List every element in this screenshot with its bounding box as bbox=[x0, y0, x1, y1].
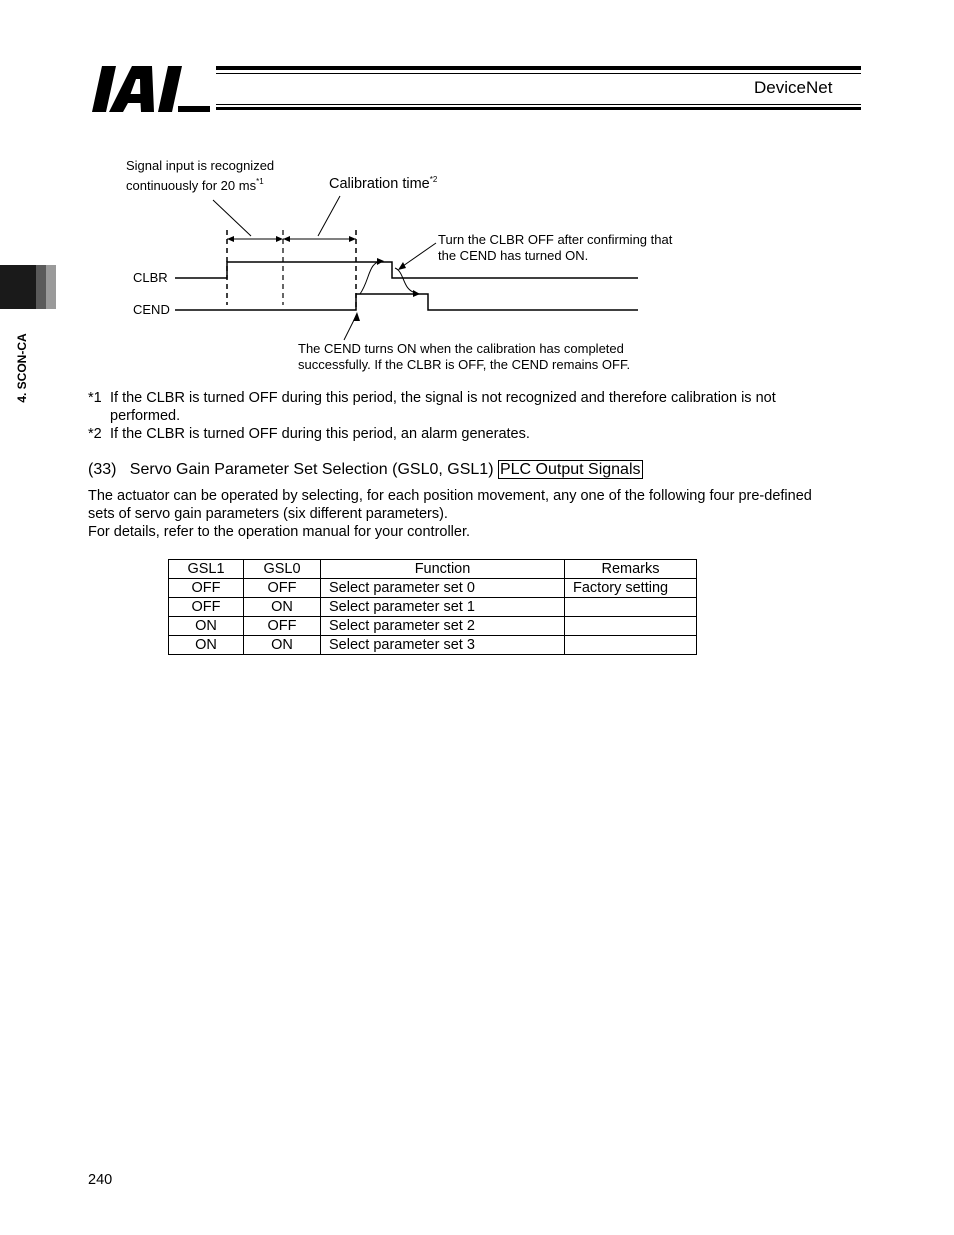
header-remarks: Remarks bbox=[565, 560, 697, 579]
timing-diagram bbox=[120, 150, 720, 380]
iai-logo bbox=[92, 66, 210, 112]
footnote-1 bbox=[88, 389, 776, 407]
signal-label-clbr: CLBR bbox=[133, 270, 168, 285]
side-tab-stripe-light bbox=[46, 265, 56, 309]
header-title: DeviceNet bbox=[754, 78, 833, 97]
section-title: Servo Gain Parameter Set Selection (GSL0, GSL1) bbox=[129, 461, 494, 478]
cell-gsl0: ON bbox=[244, 598, 321, 617]
table-row bbox=[169, 598, 697, 617]
section-tag: PLC Output Signals bbox=[499, 461, 641, 478]
cell-gsl1: ON bbox=[169, 617, 244, 636]
note-signal-input-sup: *1 bbox=[256, 177, 264, 186]
side-tab-block bbox=[0, 265, 36, 309]
header-gsl0: GSL0 bbox=[244, 560, 321, 579]
note-clbr-off-line2: the CEND has turned ON. bbox=[438, 248, 589, 263]
footnote-2 bbox=[88, 425, 530, 443]
cell-function: Select parameter set 1 bbox=[321, 598, 565, 617]
servo-gain-table bbox=[168, 559, 697, 655]
cell-gsl0: OFF bbox=[244, 579, 321, 598]
cell-gsl0: OFF bbox=[244, 617, 321, 636]
calibration-time-label bbox=[329, 172, 437, 192]
cell-function: Select parameter set 0 bbox=[321, 579, 565, 598]
header-function: Function bbox=[321, 560, 565, 579]
cell-gsl0: ON bbox=[244, 636, 321, 655]
header-rule-lower-thin bbox=[216, 104, 861, 105]
signal-label-cend: CEND bbox=[133, 302, 170, 317]
cell-function: Select parameter set 2 bbox=[321, 617, 565, 636]
calibration-time-sup: *2 bbox=[429, 175, 438, 184]
cell-gsl1: ON bbox=[169, 636, 244, 655]
table-header-row bbox=[169, 560, 697, 579]
header-rule-thin bbox=[216, 73, 861, 74]
note-clbr-off-line1: Turn the CLBR OFF after confirming that bbox=[438, 232, 673, 247]
header-gsl1: GSL1 bbox=[169, 560, 244, 579]
note-cend-on-line2: successfully. If the CLBR is OFF, the CEND remains OFF. bbox=[298, 357, 631, 372]
cell-remarks bbox=[565, 598, 697, 617]
footnote-2-line1: If the CLBR is turned OFF during this period, an alarm generates. bbox=[110, 426, 530, 442]
table-row bbox=[169, 579, 697, 598]
body-line-3: For details, refer to the operation manual for your controller. bbox=[88, 524, 471, 540]
table-row bbox=[169, 617, 697, 636]
footnote-2-marker: *2 bbox=[88, 426, 102, 442]
header-rule-bottom bbox=[216, 107, 861, 110]
footnote-1-line1: If the CLBR is turned OFF during this period, the signal is not recognized and therefore calibration is not bbox=[110, 390, 776, 406]
calibration-time-text: Calibration time bbox=[329, 176, 430, 192]
note-signal-input-line2 bbox=[126, 174, 264, 194]
cell-remarks bbox=[565, 617, 697, 636]
body-line-2: sets of servo gain parameters (six different parameters). bbox=[88, 506, 448, 522]
header-rule-top bbox=[216, 66, 861, 70]
cell-remarks bbox=[565, 636, 697, 655]
page-number: 240 bbox=[88, 1172, 113, 1188]
table-row bbox=[169, 636, 697, 655]
cell-gsl1: OFF bbox=[169, 579, 244, 598]
cell-remarks: Factory setting bbox=[565, 579, 697, 598]
side-tab-stripe bbox=[36, 265, 46, 309]
note-signal-input-line1: Signal input is recognized bbox=[126, 158, 275, 173]
note-cend-on-line1: The CEND turns ON when the calibration has completed bbox=[298, 341, 624, 356]
cell-function: Select parameter set 3 bbox=[321, 636, 565, 655]
footnote-1-line2: performed. bbox=[110, 408, 181, 424]
section-number: (33) bbox=[88, 461, 117, 478]
section-heading bbox=[88, 461, 643, 479]
cell-gsl1: OFF bbox=[169, 598, 244, 617]
side-tab-label: 4. SCON-CA bbox=[15, 333, 29, 403]
footnote-1-marker: *1 bbox=[88, 390, 102, 406]
note-signal-input-text: continuously for 20 ms bbox=[126, 178, 257, 193]
body-line-1: The actuator can be operated by selecting, for each position movement, any one of the following four pre-defined bbox=[88, 488, 812, 504]
